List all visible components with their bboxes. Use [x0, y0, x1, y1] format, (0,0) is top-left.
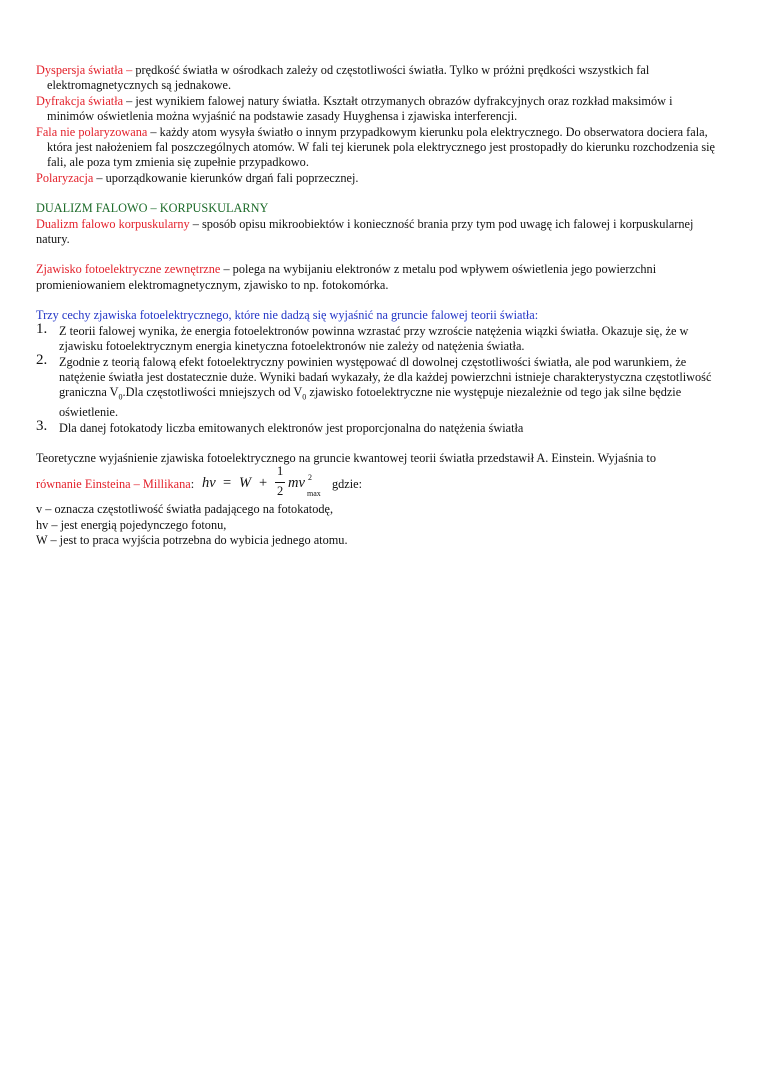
list-text: Zgodnie z teorią falową efekt fotoelektryczny powinien występować dl dowolnej częstotliwości światła, ale pod warunkiem, że natężenie światła jest dostatecznie duże. Wyniki badań wykazały, że dla każdej powierzchni istnieje charakterystyczna częstotliwość graniczna V — [59, 354, 712, 400]
legend-line: v – oznacza częstotliwość światła padającego na fotokatodę, — [36, 502, 334, 517]
definition-diffraction — [36, 94, 720, 125]
equation-colon: : — [190, 477, 195, 492]
legend-line: hv – jest energią pojedynczego fotonu, — [36, 517, 227, 532]
list-number: 3. — [36, 417, 48, 434]
eq-lhs: hv — [202, 475, 216, 492]
legend-line: W – jest to praca wyjścia potrzebna do wybicia jednego atomu. — [36, 533, 348, 548]
text-unpolarized-wave: – każdy atom wysyła światło o innym przypadkowym kierunku pola elektrycznego. Do obserwatora dociera fala, która jest nałożeniem fal poszczególnych atomów. W fali tej kierunek pola elektrycznego jest prostopadły do kierunku rozchodzenia się fali, ale poza tym zmienia się zupełnie przypadkowo. — [47, 124, 716, 170]
list-text: Z teorii falowej wynika, że energia fotoelektronów powinna wzrastać przy wzroście natężenia wiązki światła. Okazuje się, że w zjawisku fotoelektrycznym energia kinetyczna fotoelektronów nie zależy od natężenia światła. — [59, 323, 689, 354]
features-heading: Trzy cechy zjawiska fotoelektrycznego, które nie dadzą się wyjaśnić na gruncie falowej teorii światła: — [36, 308, 539, 323]
list-number: 1. — [36, 320, 48, 337]
text-polarization: – uporządkowanie kierunków drgań fali poprzecznej. — [93, 170, 359, 185]
term-polarization: Polaryzacja — [36, 170, 94, 185]
definition-dispersion — [36, 63, 720, 94]
eq-mv: mv — [288, 475, 305, 492]
equation-label-wrap — [36, 477, 194, 492]
definition-dualism — [36, 217, 720, 248]
eq-sup: 2 — [308, 473, 312, 483]
list-text-cont: .Dla częstotliwości mniejszych od V — [122, 385, 303, 400]
eq-equals: = — [223, 475, 232, 492]
eq-sub: max — [307, 489, 321, 499]
eq-frac-bar — [275, 482, 285, 483]
equation-line — [36, 466, 720, 502]
eq-gdzie: gdzie: — [332, 477, 363, 492]
list-item — [36, 351, 720, 421]
list-item — [36, 417, 720, 436]
list-number: 2. — [36, 351, 48, 368]
term-dispersion: Dyspersja światła – — [36, 63, 136, 77]
equation-label: równanie Einsteina – Millikana — [36, 477, 191, 492]
definition-photoeffect — [36, 262, 720, 293]
list-text: Dla danej fotokatody liczba emitowanych elektronów jest proporcjonalna do natężenia światła — [59, 420, 524, 435]
definition-unpolarized-wave — [36, 125, 720, 171]
definition-polarization — [36, 171, 720, 186]
term-photoeffect: Zjawisko fotoelektryczne zewnętrzne — [36, 262, 221, 277]
term-unpolarized-wave: Fala nie polaryzowana — [36, 124, 148, 139]
list-text-end: zjawisko fotoelektryczne nie występuje niezależnie od tego jak silne będzie oświetlenie. — [59, 385, 682, 420]
eq-work: W — [239, 475, 252, 492]
text-photoeffect: – polega na wybijaniu elektronów z metalu pod wpływem oświetlenia jego powierzchni promieniowaniem elektromagnetycznym, zjawisko to np. fotokomórka. — [36, 262, 657, 292]
subscript: 0 — [118, 392, 123, 402]
einstein-intro: Teoretyczne wyjaśnienie zjawiska fotoelektrycznego na gruncie kwantowej teorii światła przedstawił A. Einstein. Wyjaśnia to — [36, 450, 656, 465]
eq-frac-num: 1 — [277, 464, 284, 479]
eq-frac-den: 2 — [277, 484, 284, 499]
text-dispersion: prędkość światła w ośrodkach zależy od częstotliwości światła. Tylko w próżni prędkości wszystkich fal elektromagnetycznych są jednakowe. — [47, 63, 650, 93]
text-dualism: – sposób opisu mikroobiektów i konieczność brania przy tym pod uwagę ich falowej i korpuskularnej natury. — [36, 216, 694, 247]
term-diffraction: Dyfrakcja światła — [36, 93, 124, 108]
text-diffraction: – jest wynikiem falowej natury światła. Kształt otrzymanych obrazów dyfrakcyjnych oraz rozkład maksimów i minimów oświetlenia można wyjaśnić na podstawie zasady Huyghensa i zjawiska interferencji. — [47, 93, 673, 124]
list-item — [36, 320, 720, 355]
term-dualism: Dualizm falowo korpuskularny — [36, 216, 190, 231]
section-heading: DUALIZM FALOWO – KORPUSKULARNY — [36, 201, 269, 216]
features-list — [36, 320, 720, 436]
subscript: 0 — [302, 392, 307, 402]
eq-plus: + — [259, 475, 268, 492]
